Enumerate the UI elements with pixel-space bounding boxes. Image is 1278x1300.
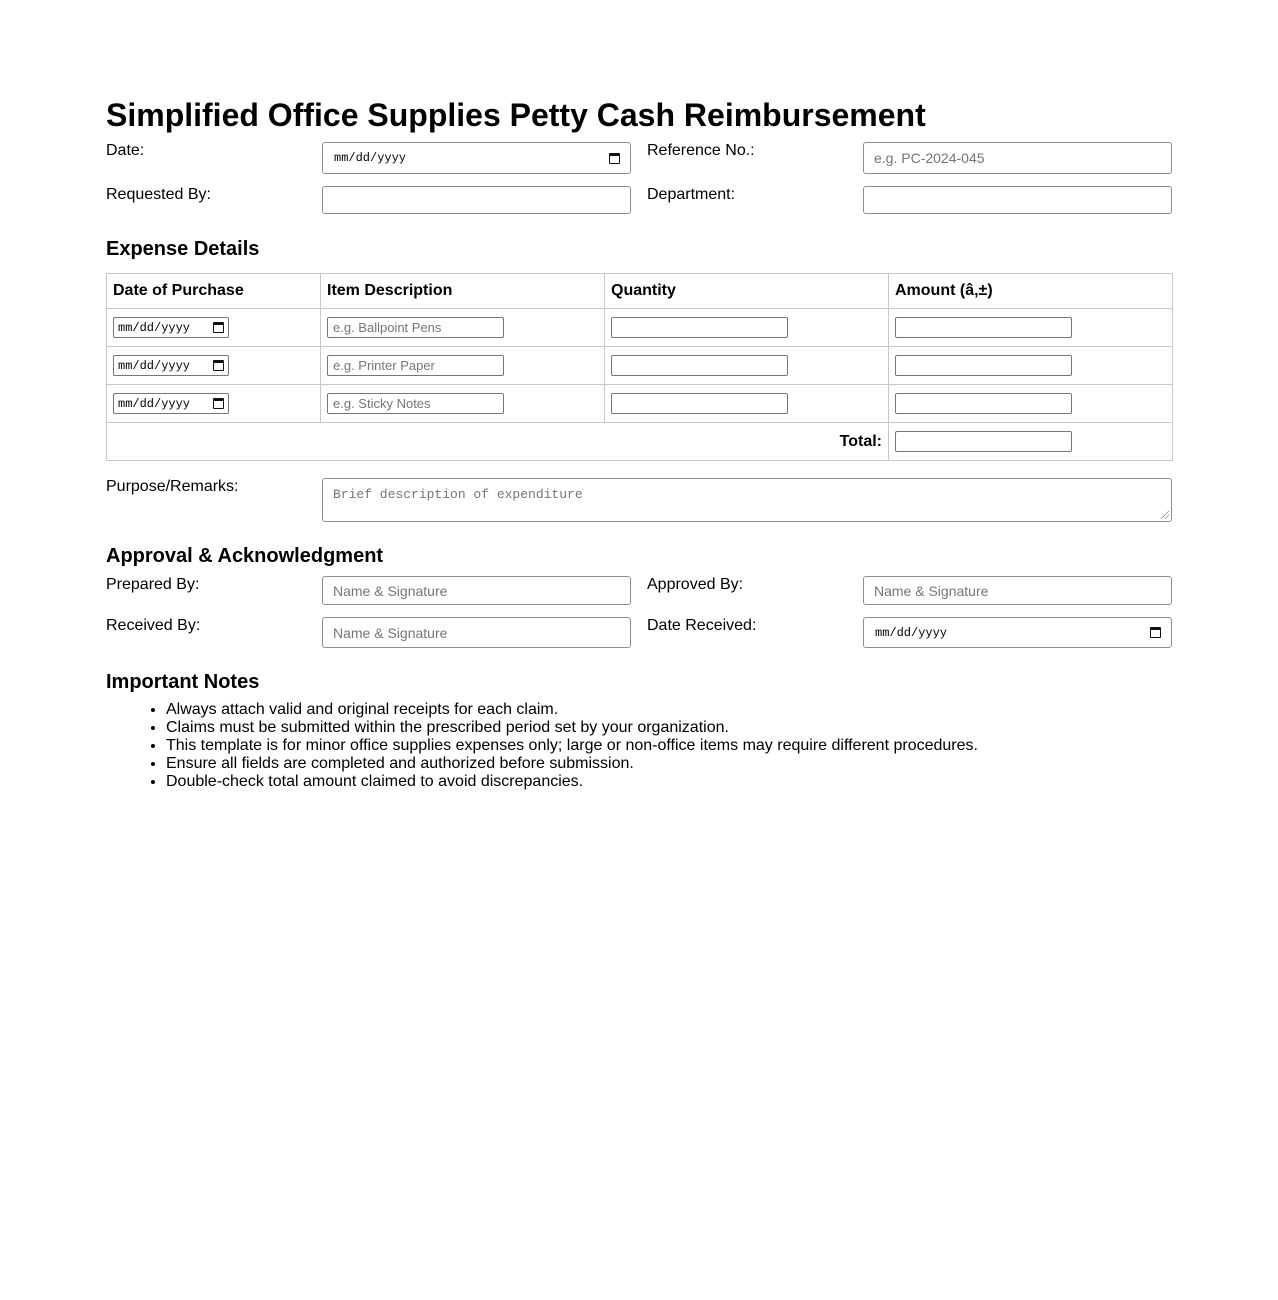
page-title: Simplified Office Supplies Petty Cash Reimbursement — [106, 97, 926, 133]
column-header-item: Item Description — [321, 274, 605, 309]
remarks-label: Purpose/Remarks: — [106, 478, 239, 495]
approved-by-input[interactable] — [863, 576, 1172, 605]
date-received-field[interactable] — [863, 617, 1172, 648]
remarks-textarea[interactable] — [322, 478, 1172, 522]
item-description-placeholder: e.g. Printer Paper — [333, 358, 435, 373]
prepared-by-label: Prepared By: — [106, 576, 200, 593]
date-label: Date: — [106, 142, 145, 159]
table-row — [107, 347, 1173, 385]
expense-table — [106, 273, 1173, 461]
approval-heading: Approval & Acknowledgment — [106, 545, 384, 567]
expense-details-heading: Expense Details — [106, 238, 260, 260]
requested-by-input[interactable] — [322, 186, 631, 214]
table-cell — [107, 385, 321, 423]
table-cell — [107, 309, 321, 347]
table-cell — [321, 309, 605, 347]
list-item: • This template is for minor office supplies expenses only; large or non-office items may require different procedures. — [166, 737, 978, 755]
date-field[interactable] — [322, 142, 631, 174]
amount-input[interactable] — [895, 355, 1072, 376]
table-cell — [889, 423, 1173, 461]
calendar-icon[interactable] — [213, 322, 224, 333]
reference-label: Reference No.: — [647, 142, 755, 159]
calendar-icon[interactable] — [213, 398, 224, 409]
quantity-input[interactable] — [611, 355, 788, 376]
table-cell — [605, 309, 889, 347]
purchase-date-text: mm/dd/yyyy — [118, 358, 191, 373]
quantity-input[interactable] — [611, 317, 788, 338]
list-item: • Double-check total amount claimed to avoid discrepancies. — [166, 773, 978, 791]
prepared-by-input[interactable] — [322, 576, 631, 605]
purchase-date-input[interactable] — [113, 355, 229, 376]
item-description-input[interactable] — [327, 393, 504, 414]
total-amount-input[interactable] — [895, 431, 1072, 452]
purchase-date-text: mm/dd/yyyy — [118, 396, 191, 411]
department-label: Department: — [647, 186, 736, 203]
date-received-text: mm/dd/yyyy — [875, 625, 948, 640]
notes-list — [106, 701, 978, 791]
calendar-icon[interactable] — [213, 360, 224, 371]
expense-table-header-row — [107, 274, 1173, 309]
calendar-icon[interactable] — [1150, 627, 1161, 638]
date-field-text: mm/dd/yyyy — [334, 151, 407, 165]
item-description-placeholder: e.g. Ballpoint Pens — [333, 320, 442, 335]
approved-by-label: Approved By: — [647, 576, 744, 593]
table-cell — [605, 347, 889, 385]
remarks-placeholder: Brief description of expenditure — [333, 487, 583, 502]
requested-by-label: Requested By: — [106, 186, 211, 203]
table-cell — [107, 347, 321, 385]
table-cell — [889, 347, 1173, 385]
purchase-date-input[interactable] — [113, 393, 229, 414]
list-item: • Ensure all fields are completed and authorized before submission. — [166, 755, 978, 773]
table-row — [107, 385, 1173, 423]
total-label: Total: — [107, 423, 889, 461]
column-header-date: Date of Purchase — [107, 274, 321, 309]
calendar-icon[interactable] — [609, 153, 620, 164]
amount-input[interactable] — [895, 317, 1072, 338]
department-input[interactable] — [863, 186, 1172, 214]
received-by-label: Received By: — [106, 617, 201, 634]
table-cell — [889, 309, 1173, 347]
received-by-input[interactable] — [322, 617, 631, 648]
table-cell — [321, 385, 605, 423]
quantity-input[interactable] — [611, 393, 788, 414]
date-received-label: Date Received: — [647, 617, 757, 634]
item-description-input[interactable] — [327, 355, 504, 376]
item-description-input[interactable] — [327, 317, 504, 338]
purchase-date-text: mm/dd/yyyy — [118, 320, 191, 335]
approved-by-placeholder: Name & Signature — [874, 582, 989, 599]
column-header-amount: Amount (â‚±) — [889, 274, 1173, 309]
list-item: • Claims must be submitted within the prescribed period set by your organization. — [166, 719, 978, 737]
table-cell — [889, 385, 1173, 423]
prepared-by-placeholder: Name & Signature — [333, 582, 448, 599]
reference-placeholder: e.g. PC-2024-045 — [874, 150, 985, 166]
item-description-placeholder: e.g. Sticky Notes — [333, 396, 431, 411]
received-by-placeholder: Name & Signature — [333, 624, 448, 641]
resize-grip-icon[interactable] — [1161, 511, 1169, 519]
total-row — [107, 423, 1173, 461]
table-row — [107, 309, 1173, 347]
list-item: • Always attach valid and original receipts for each claim. — [166, 701, 978, 719]
purchase-date-input[interactable] — [113, 317, 229, 338]
amount-input[interactable] — [895, 393, 1072, 414]
table-cell — [321, 347, 605, 385]
column-header-quantity: Quantity — [605, 274, 889, 309]
table-cell — [605, 385, 889, 423]
reference-input[interactable] — [863, 142, 1172, 174]
notes-heading: Important Notes — [106, 671, 260, 693]
